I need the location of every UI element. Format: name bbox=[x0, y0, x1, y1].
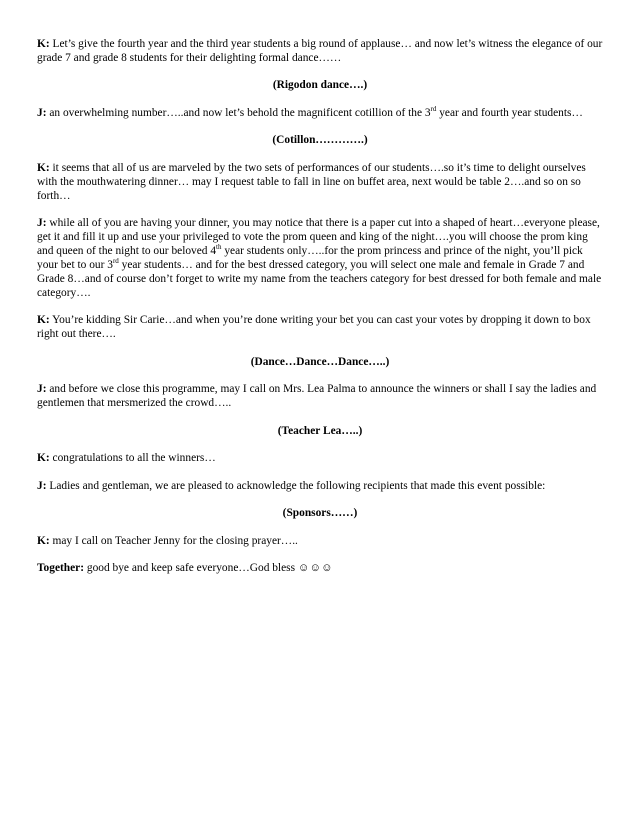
speaker-label: Together: bbox=[37, 562, 85, 575]
speaker-label: K: bbox=[37, 452, 50, 465]
speaker-label: J: bbox=[37, 479, 47, 492]
dialogue-line bbox=[37, 38, 603, 66]
dialogue-line bbox=[37, 452, 603, 466]
dialogue-line bbox=[37, 480, 603, 494]
dialogue-text: year students only…..for the prom princess and prince of the night, you’ll pick your bet to our 3 bbox=[37, 245, 583, 271]
dialogue-text: good bye and keep safe everyone…God bless ☺☺☺ bbox=[86, 562, 333, 575]
dialogue-line bbox=[37, 535, 603, 549]
dialogue-text: an overwhelming number…..and now let’s behold the magnificent cotillion of the 3 bbox=[49, 106, 431, 119]
dialogue-text: You’re kidding Sir Carie…and when you’re done writing your bet you can cast your votes by dropping it down to box right out there…. bbox=[37, 314, 591, 341]
dialogue-text: and before we close this programme, may I call on Mrs. Lea Palma to announce the winners or shall I say the ladies and gentlemen that mersmerized the crowd….. bbox=[37, 383, 597, 410]
dialogue-text: while all of you are having your dinner, you may notice that there is a paper cut into a shaped of heart…everyone please, get it and fill it up and use your privileged to vote the prom queen and king of the night….you will choose the prom king and queen of the night to our beloved 4 bbox=[37, 217, 600, 258]
dialogue-line bbox=[37, 314, 603, 342]
document-page bbox=[37, 38, 603, 590]
dialogue-line bbox=[37, 107, 603, 121]
stage-cue: (Cotillon………….) bbox=[272, 134, 368, 147]
dialogue-text: Let’s give the fourth year and the third year students a big round of applause… and now let’s witness the elegance of our grade 7 and grade 8 students for their delighting formal dance…… bbox=[37, 38, 603, 64]
stage-cue: (Rigodon dance….) bbox=[272, 79, 368, 92]
dialogue-text: year students… and for the best dressed category, you will select one male and female in Grade 7 and Grade 8…and of course don’t forget to write my name from the teachers category for best dressed for both female and male category…. bbox=[37, 258, 602, 299]
dialogue-text: may I call on Teacher Jenny for the closing prayer….. bbox=[52, 534, 298, 547]
dialogue-line bbox=[37, 217, 603, 300]
speaker-label: K: bbox=[37, 314, 50, 327]
stage-cue: (Dance…Dance…Dance…..) bbox=[250, 355, 390, 368]
dialogue-line bbox=[37, 562, 603, 576]
stage-cue: (Teacher Lea…..) bbox=[277, 424, 363, 437]
dialogue-line bbox=[37, 162, 603, 204]
ordinal-suffix: rd bbox=[430, 105, 437, 114]
dialogue-text: it seems that all of us are marveled by the two sets of performances of our students….so it’s time to delight ourselves with the mouthwatering dinner… may I request table to fall in line on buffet area, next would be table 2….and so on so forth… bbox=[37, 161, 586, 202]
speaker-label: J: bbox=[37, 217, 47, 230]
ordinal-suffix: th bbox=[216, 243, 222, 252]
speaker-label: J: bbox=[37, 383, 47, 396]
dialogue-line bbox=[37, 383, 603, 411]
ordinal-suffix: rd bbox=[112, 257, 119, 266]
speaker-label: K: bbox=[37, 534, 50, 547]
dialogue-text: Ladies and gentleman, we are pleased to acknowledge the following recipients that made this event possible: bbox=[49, 479, 546, 492]
dialogue-text: congratulations to all the winners… bbox=[52, 452, 216, 465]
speaker-label: K: bbox=[37, 38, 50, 50]
speaker-label: K: bbox=[37, 161, 50, 174]
dialogue-text: year and fourth year students… bbox=[436, 106, 583, 119]
stage-cue: (Sponsors……) bbox=[282, 507, 358, 520]
speaker-label: J: bbox=[37, 106, 47, 119]
